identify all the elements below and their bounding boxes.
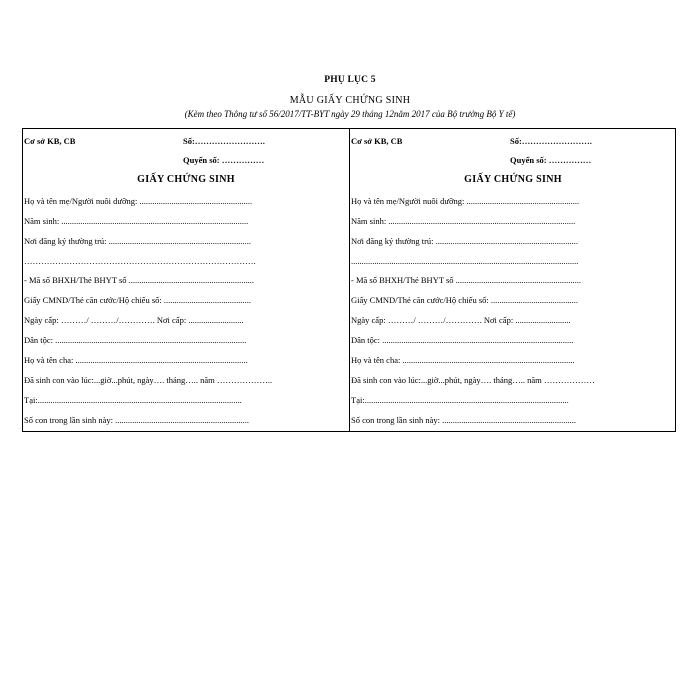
certificate-right bbox=[350, 129, 676, 431]
ethnicity-field: Dân tộc: .......................................................................................... bbox=[24, 335, 247, 345]
birth-time-field: Đã sinh con vào lúc:...giờ...phút, ngày…. tháng….. năm ……………… bbox=[351, 375, 595, 385]
number-field: Số:……………………. bbox=[183, 136, 265, 146]
residence-continuation: ………………………………………………………………………. bbox=[24, 256, 256, 266]
insurance-field: - Mã số BHXH/Thẻ BHYT số ........................................................... bbox=[351, 275, 582, 285]
birth-place-field: Tại:................................................................................................ bbox=[24, 395, 242, 405]
father-name-field: Họ và tên cha: ................................................................................. bbox=[24, 355, 248, 365]
birth-year-field: Năm sinh: ........................................................................................ bbox=[351, 216, 576, 226]
children-count-field: Số con trong lần sinh này: ............................................................... bbox=[24, 415, 250, 425]
facility-label: Cơ sở KB, CB bbox=[24, 136, 76, 146]
birth-place-field: Tại:................................................................................................ bbox=[351, 395, 569, 405]
book-field: Quyển số: …………… bbox=[510, 155, 592, 165]
children-count-field: Số con trong lần sinh này: ............................................................... bbox=[351, 415, 577, 425]
mother-name-field: Họ và tên mẹ/Người nuôi dưỡng: ..................................................... bbox=[351, 196, 580, 206]
certificate-title: GIẤY CHỨNG SINH bbox=[137, 174, 235, 185]
id-card-field: Giấy CMND/Thẻ căn cước/Hộ chiếu số: ......................................... bbox=[24, 295, 251, 305]
residence-field: Nơi đăng ký thường trú: ................................................................... bbox=[24, 236, 252, 246]
number-field: Số:……………………. bbox=[510, 136, 592, 146]
father-name-field: Họ và tên cha: ................................................................................. bbox=[351, 355, 575, 365]
ethnicity-field: Dân tộc: .......................................................................................... bbox=[351, 335, 574, 345]
issue-date-field: Ngày cấp: ………/ ………/…………. Nơi cấp: .......................... bbox=[351, 315, 571, 325]
certificate-left bbox=[23, 129, 349, 431]
birth-certificate-form bbox=[22, 128, 676, 432]
regulation-note: (Kèm theo Thông tư số 56/2017/TT-BYT ngày 29 tháng 12năm 2017 của Bộ trưởng Bộ Y tế) bbox=[184, 109, 516, 119]
certificate-title: GIẤY CHỨNG SINH bbox=[464, 174, 562, 185]
facility-label: Cơ sở KB, CB bbox=[351, 136, 403, 146]
form-title: MẪU GIẤY CHỨNG SINH bbox=[289, 95, 411, 106]
issue-date-field: Ngày cấp: ………/ ………/…………. Nơi cấp: .......................... bbox=[24, 315, 244, 325]
residence-continuation: ........................................................................................................... bbox=[351, 256, 579, 266]
id-card-field: Giấy CMND/Thẻ căn cước/Hộ chiếu số: ......................................... bbox=[351, 295, 578, 305]
birth-time-field: Đã sinh con vào lúc:...giờ...phút, ngày…. tháng….. năm ……………….. bbox=[24, 375, 273, 385]
insurance-field: - Mã số BHXH/Thẻ BHYT số ........................................................... bbox=[24, 275, 255, 285]
appendix-heading: PHỤ LỤC 5 bbox=[324, 75, 376, 85]
mother-name-field: Họ và tên mẹ/Người nuôi dưỡng: ..................................................... bbox=[24, 196, 253, 206]
birth-year-field: Năm sinh: ........................................................................................ bbox=[24, 216, 249, 226]
residence-field: Nơi đăng ký thường trú: ................................................................... bbox=[351, 236, 579, 246]
book-field: Quyển số: …………… bbox=[183, 155, 265, 165]
